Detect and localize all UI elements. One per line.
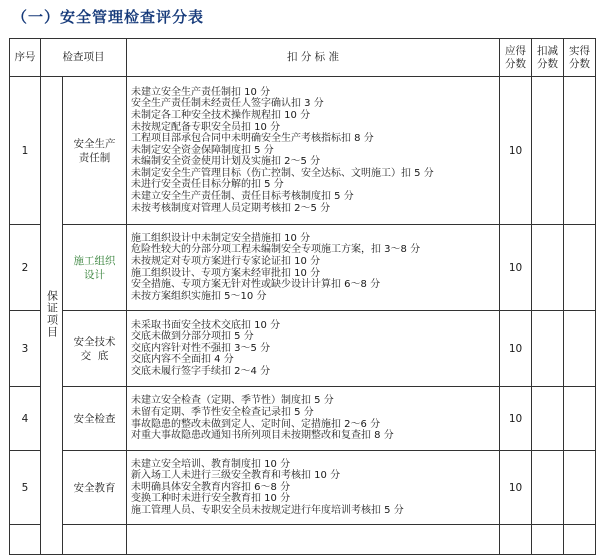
criteria-line: 未按规定配备专职安全员扣 10 分 xyxy=(131,121,281,133)
row-criteria xyxy=(127,387,500,451)
row-criteria xyxy=(127,225,500,311)
header-deduct-score: 扣减分数 xyxy=(532,39,564,77)
criteria-line: 未按规定对专项方案进行专家论证扣 10 分 xyxy=(131,255,321,267)
row-criteria xyxy=(127,77,500,225)
criteria-line: 安全措施、专项方案无针对性或缺少设计计算扣 6～8 分 xyxy=(131,279,381,291)
criteria-line: 未采取书面安全技术交底扣 10 分 xyxy=(131,319,281,331)
table-row xyxy=(10,387,596,451)
row-due-score: 10 xyxy=(500,77,532,225)
row-deduct-score[interactable] xyxy=(532,77,564,225)
row-criteria xyxy=(127,311,500,387)
safety-inspection-table xyxy=(9,38,596,555)
criteria-line: 安全生产责任制未经责任人签字确认扣 3 分 xyxy=(131,98,324,110)
header-due-score: 应得分数 xyxy=(500,39,532,77)
header-actual-score: 实得分数 xyxy=(564,39,596,77)
row-item xyxy=(63,77,127,225)
row-due-score: 10 xyxy=(500,387,532,451)
row-seq: 2 xyxy=(10,225,41,311)
row-item-label: 安全生产责任制 xyxy=(73,137,116,164)
criteria-line: 变换工种时未进行安全教育扣 10 分 xyxy=(131,493,291,505)
criteria-line: 新入场工人未进行三级安全教育和考核扣 10 分 xyxy=(131,470,341,482)
row-seq: 3 xyxy=(10,311,41,387)
criteria-line: 交底未做到分部分项扣 5 分 xyxy=(131,331,254,343)
criteria-line: 交底内容不全面扣 4 分 xyxy=(131,354,234,366)
row-deduct-score[interactable] xyxy=(532,387,564,451)
criteria-line: 未建立安全检查（定期、季节性）制度扣 5 分 xyxy=(131,395,334,407)
criteria-line: 未建立安全生产责任制、责任目标考核制度扣 5 分 xyxy=(131,191,354,203)
criteria-line: 对重大事故隐患改通知书所列项目未按期整改和复查扣 8 分 xyxy=(131,430,394,442)
group-label: 保证项目 xyxy=(45,289,59,338)
row-actual-score[interactable] xyxy=(564,311,596,387)
criteria-line: 未建立安全生产责任制扣 10 分 xyxy=(131,86,271,98)
table-row xyxy=(10,451,596,525)
table-row xyxy=(10,225,596,311)
criteria-line: 交底内容针对性不强扣 3～5 分 xyxy=(131,342,271,354)
row-item-label: 安全技术交 底 xyxy=(73,335,116,362)
page-title: （一）安全管理检查评分表 xyxy=(12,8,205,26)
criteria-line: 工程项目部承包合同中未明确安全生产考核指标扣 8 分 xyxy=(131,133,374,145)
row-seq: 4 xyxy=(10,387,41,451)
row-criteria xyxy=(127,451,500,525)
row-deduct-score[interactable] xyxy=(532,225,564,311)
table-row xyxy=(10,525,596,555)
row-actual-score[interactable] xyxy=(564,225,596,311)
criteria-line: 未建立安全培训、教育制度扣 10 分 xyxy=(131,458,291,470)
table-row xyxy=(10,311,596,387)
criteria-line: 未留有定期、季节性安全检查记录扣 5 分 xyxy=(131,406,314,418)
criteria-line: 未按考核制度对管理人员定期考核扣 2～5 分 xyxy=(131,202,331,214)
row-item: 安全检查 xyxy=(63,387,127,451)
header-seq: 序号 xyxy=(10,39,41,77)
row-deduct-score[interactable] xyxy=(532,311,564,387)
row-deduct-score[interactable] xyxy=(532,451,564,525)
criteria-line: 施工组织设计中未制定安全措施扣 10 分 xyxy=(131,232,311,244)
criteria-line: 施工管理人员、专职安全员未按规定进行年度培训考核扣 5 分 xyxy=(131,504,404,516)
criteria-line: 未明确具体安全教育内容扣 6～8 分 xyxy=(131,481,291,493)
row-due-score: 10 xyxy=(500,311,532,387)
criteria-line: 施工组织设计、专项方案未经审批扣 10 分 xyxy=(131,267,321,279)
criteria-line: 未制定安全资金保障制度扣 5 分 xyxy=(131,144,274,156)
group-cell xyxy=(41,77,63,555)
criteria-line: 危险性较大的分部分项工程未编制安全专项施工方案，扣 3～8 分 xyxy=(131,244,421,256)
row-seq: 1 xyxy=(10,77,41,225)
header-item: 检查项目 xyxy=(41,39,127,77)
criteria-line: 交底未履行签字手续扣 2～4 分 xyxy=(131,365,271,377)
criteria-line: 未编制安全资金使用计划及实施扣 2～5 分 xyxy=(131,156,321,168)
criteria-line: 未按方案组织实施扣 5～10 分 xyxy=(131,290,267,302)
header-criteria: 扣 分 标 准 xyxy=(127,39,500,77)
row-item-label: 施工组织设计 xyxy=(73,254,116,281)
table-row xyxy=(10,77,596,225)
row-actual-score[interactable] xyxy=(564,451,596,525)
row-actual-score[interactable] xyxy=(564,387,596,451)
row-actual-score[interactable] xyxy=(564,77,596,225)
row-item xyxy=(63,311,127,387)
row-due-score: 10 xyxy=(500,225,532,311)
row-item: 安全教育 xyxy=(63,451,127,525)
row-due-score: 10 xyxy=(500,451,532,525)
criteria-line: 未进行安全责任目标分解的扣 5 分 xyxy=(131,179,284,191)
criteria-line: 事故隐患的整改未做到定人、定时间、定措施扣 2～6 分 xyxy=(131,418,381,430)
row-item xyxy=(63,225,127,311)
criteria-line: 未制定安全生产管理目标（伤亡控制、安全达标、文明施工）扣 5 分 xyxy=(131,167,434,179)
row-seq: 5 xyxy=(10,451,41,525)
criteria-line: 未制定各工种安全技术操作规程扣 10 分 xyxy=(131,109,311,121)
